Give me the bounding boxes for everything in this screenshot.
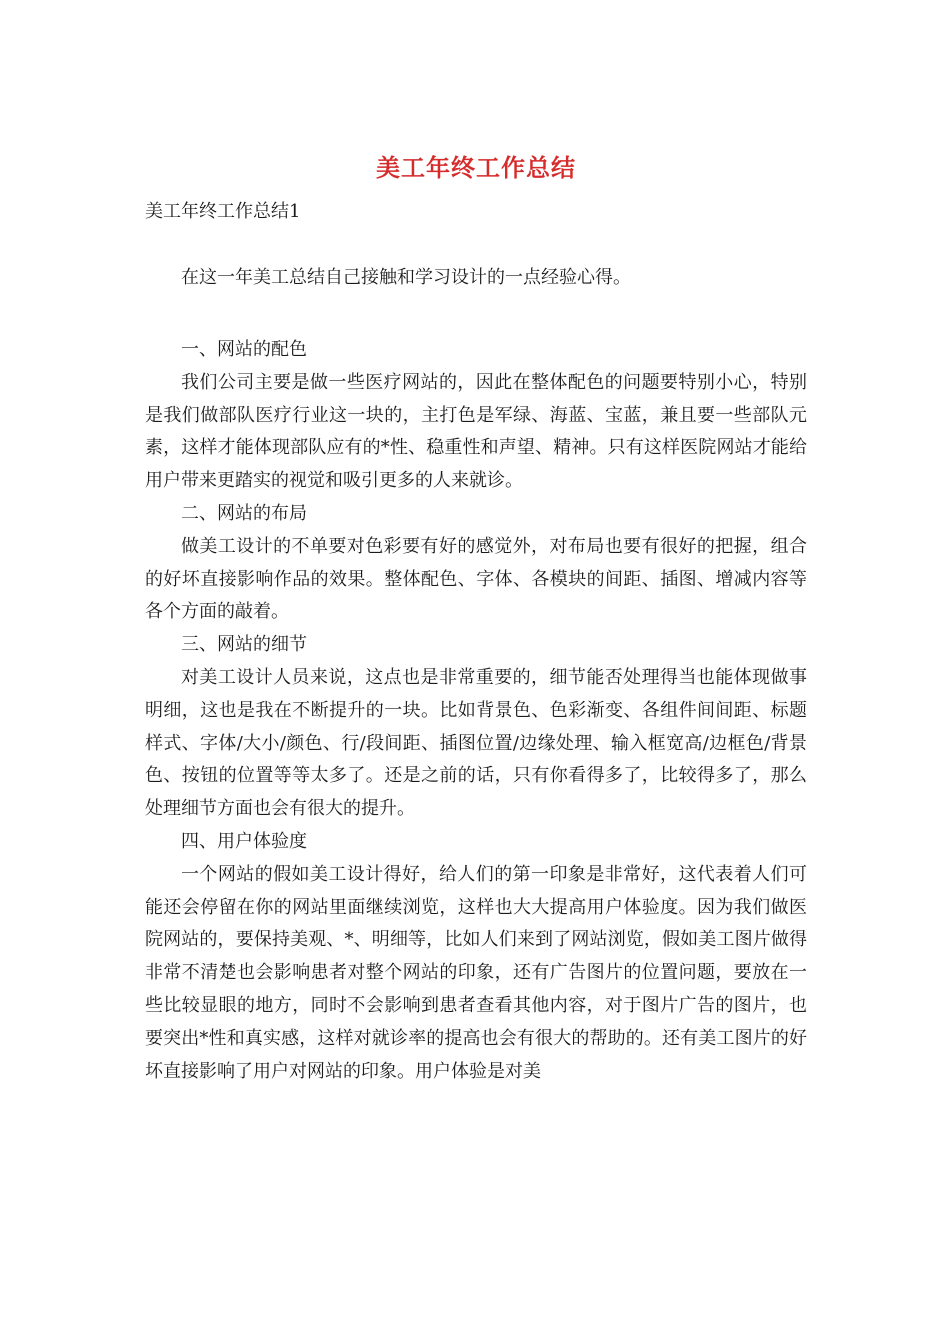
- section-heading-color: 一、网站的配色: [181, 339, 307, 360]
- section-heading-layout: 二、网站的布局: [181, 502, 307, 524]
- document-body: [145, 334, 807, 1088]
- section-heading-details: 三、网站的细节: [181, 634, 307, 656]
- intro-paragraph: 在这一年美工总结自己接触和学习设计的一点经验心得。: [181, 267, 631, 288]
- document-subtitle: 美工年终工作总结1: [145, 201, 301, 222]
- section-heading-ux: 四、用户体验度: [181, 830, 307, 852]
- section-paragraph-details: 对美工设计人员来说，这点也是非常重要的，细节能否处理得当也能体现做事明细，这也是我在不断提升的一块。比如背景色、色彩渐变、各组件间间距、标题样式、字体/大小/颜色、行/段间距、插图位置/边缘处理、输入框宽高/边框色/背景色、按钮的位置等等太多了。还是之前的话，只有你看得多了，比较得多了，那么处理细节方面也会有很大的提升。: [145, 666, 807, 820]
- section-paragraph-layout: 做美工设计的不单要对色彩要有好的感觉外，对布局也要有很好的把握，组合的好坏直接影响作品的效果。整体配色、字体、各模块的间距、插图、增减内容等各个方面的敲着。: [145, 535, 807, 623]
- document-title: 美工年终工作总结: [376, 153, 576, 182]
- section-paragraph-ux: 一个网站的假如美工设计得好，给人们的第一印象是非常好，这代表着人们可能还会停留在你的网站里面继续浏览，这样也大大提高用户体验度。因为我们做医院网站的，要保持美观、*、明细等，比如人们来到了网站浏览，假如美工图片做得非常不清楚也会影响患者对整个网站的印象，还有广告图片的位置问题，要放在一些比较显眼的地方，同时不会影响到患者查看其他内容，对于图片广告的图片，也要突出*性和真实感，这样对就诊率的提高也会有很大的帮助的。还有美工图片的好坏直接影响了用户对网站的印象。用户体验是对美: [145, 863, 807, 1082]
- section-paragraph-color: 我们公司主要是做一些医疗网站的，因此在整体配色的问题要特别小心，特别是我们做部队医疗行业这一块的，主打色是军绿、海蓝、宝蓝，兼且要一些部队元素，这样才能体现部队应有的*性、稳重性和声望、精神。只有这样医院网站才能给用户带来更踏实的视觉和吸引更多的人来就诊。: [145, 371, 807, 492]
